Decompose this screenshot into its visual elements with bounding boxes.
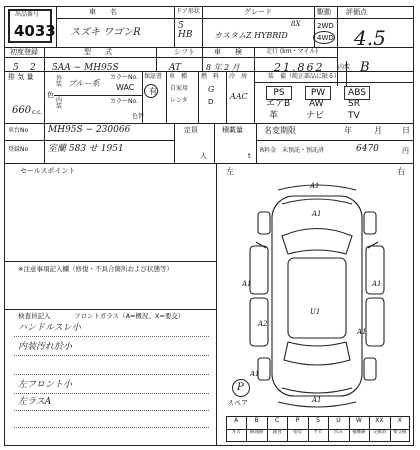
- reg-value: 室蘭 583 せ 1951: [48, 144, 124, 154]
- displacement-label: 排 気 量: [8, 73, 34, 81]
- equip-navi: ナビ: [306, 111, 325, 121]
- name-change-month: 月: [374, 126, 382, 135]
- fuel-d: D: [208, 98, 214, 106]
- grade-suffix: 8X: [291, 20, 301, 28]
- equip-leather: 革: [269, 111, 279, 121]
- mark-left-front-door: A1: [242, 280, 252, 288]
- interior-color-label: 内装: [56, 97, 63, 110]
- displacement-unit: c.c.: [32, 109, 43, 116]
- first-reg-month: 2: [30, 63, 36, 73]
- right-label: 右: [397, 167, 405, 176]
- mark-left-quarter: A1: [250, 370, 260, 378]
- recycle-value: 6470: [356, 144, 379, 154]
- legend-meaning: キズ: [231, 430, 241, 435]
- mileage-value: 21,862: [274, 61, 325, 74]
- equip-aw: AW: [309, 99, 324, 109]
- legend-meaning: 要交換: [393, 430, 407, 435]
- fuel-g: G: [208, 85, 215, 94]
- first-reg-label: 初度登録: [10, 48, 38, 56]
- legend-code: B: [254, 417, 259, 424]
- equip-pw: PW: [305, 86, 331, 100]
- chassis-label: 車台No: [8, 127, 29, 134]
- drive-2wd: 2WD: [317, 22, 334, 30]
- score-value: 4.5: [354, 26, 386, 50]
- exterior-label: 外装: [56, 75, 63, 88]
- inspector-note-4: 左ラスA: [18, 397, 52, 407]
- load-unit: t: [248, 152, 251, 160]
- recycle-unit: 円: [402, 147, 409, 155]
- exterior-value: ブルー系: [68, 79, 100, 88]
- mileage-label: 走行 (km・マイル): [266, 48, 318, 55]
- notes-label: ※注意事項記入欄（修復・不具合箇所および状態等）: [18, 265, 173, 273]
- mark-left-rear: A2: [258, 320, 268, 328]
- lot-label: 出品番号: [15, 11, 40, 18]
- load-label: 積載量: [222, 126, 243, 134]
- vehicle-type-label: 車 種: [169, 73, 188, 80]
- interior-value: B: [360, 60, 370, 75]
- spare-mark: P: [237, 382, 244, 393]
- auction-sheet: [4, 6, 414, 446]
- spare-label: スペア: [227, 399, 248, 407]
- ac-value: AAC: [230, 92, 248, 101]
- equip-tv: TV: [348, 111, 360, 121]
- name-change-day: 日: [402, 126, 410, 135]
- legend-meaning: 補修跡: [352, 430, 366, 435]
- inspection-label: 車 検: [214, 48, 242, 56]
- recycle-note: 未預託・預託済: [282, 147, 325, 154]
- car-diagram: [242, 176, 392, 416]
- legend-meaning: 修理跡: [249, 430, 264, 435]
- equip-airbag: エアB: [266, 99, 291, 109]
- legend-code: A: [234, 417, 239, 424]
- color-no-label-2: カラーNo.: [110, 98, 138, 105]
- legend-code: W: [355, 417, 362, 424]
- shift-label: シフト: [174, 48, 195, 56]
- car-name-label: 車 名: [89, 8, 117, 16]
- equip-ps: PS: [266, 86, 292, 100]
- warranty-circle: [144, 84, 158, 98]
- color-no-label: カラーNo.: [110, 74, 138, 81]
- legend-code: S: [316, 417, 320, 424]
- legend-code: X: [397, 417, 402, 424]
- equip-label: 装 備（純正部品に限る）: [268, 73, 341, 80]
- car-name: スズキ ワゴンR: [70, 27, 141, 38]
- door-label: ドア形状: [176, 8, 200, 15]
- inspector-label: 検査員記入: [18, 312, 51, 320]
- vehicle-type-1: レンタ: [170, 97, 188, 104]
- interior-label: 内装: [338, 64, 351, 71]
- warranty-label: 保証書: [144, 73, 163, 80]
- mark-right-rear: A1: [357, 328, 367, 336]
- fuel-label: 燃 料: [201, 73, 220, 80]
- mark-front: A1: [310, 182, 320, 190]
- drive-4wd: 4WD: [317, 34, 334, 42]
- equip-sr: SR: [348, 99, 360, 109]
- warranty-value: 有: [149, 87, 157, 96]
- capacity-unit: 人: [200, 152, 207, 160]
- legend-code: U: [336, 417, 341, 424]
- legend-code: P: [295, 417, 300, 424]
- name-change-label: 名変期限: [264, 126, 296, 135]
- first-reg-year: 5: [13, 63, 19, 73]
- model-value: 5AA − MH95S: [52, 63, 119, 73]
- displacement-value: 660: [12, 105, 32, 116]
- door-value: 5 HB: [178, 21, 193, 40]
- windshield-label: フロントガラス（A=概況、X=要交）: [74, 312, 185, 320]
- inspector-note-0: ハンドルスレ小: [18, 323, 81, 333]
- shift-value: AT: [169, 63, 182, 73]
- legend-meaning: 交換済: [372, 430, 387, 435]
- legend-code: C: [274, 417, 280, 424]
- score-label: 評価点: [346, 8, 367, 16]
- chassis-value: MH95S − 230066: [48, 125, 131, 135]
- mark-rear: A1: [312, 396, 322, 404]
- color-code: WAC: [116, 83, 135, 92]
- legend-meaning: 腐食: [272, 430, 282, 435]
- drive-circle: [313, 31, 335, 44]
- model-label: 型 式: [84, 48, 112, 56]
- legend-code: XX: [375, 417, 384, 424]
- drive-label: 駆動: [317, 8, 331, 16]
- mark-roof: U1: [310, 308, 321, 316]
- legend-meaning: サビ: [313, 430, 323, 435]
- legend-meaning: 塗装: [293, 430, 303, 435]
- grade-value: カスタムZ HYBRID: [214, 31, 288, 40]
- legend-meaning: 凹み: [333, 430, 343, 435]
- swap-label: 色替: [132, 113, 145, 120]
- lot-number: 4033: [14, 22, 56, 40]
- color-label: 色: [47, 91, 54, 99]
- inspection-value: 8 年 2 月: [206, 63, 240, 72]
- vehicle-type-0: 自家用: [170, 85, 189, 92]
- capacity-label: 定員: [184, 126, 198, 134]
- name-change-year: 年: [344, 126, 352, 135]
- equip-abs: ABS: [344, 86, 370, 100]
- recycle-label: R料金: [260, 147, 277, 154]
- left-label: 左: [226, 167, 234, 176]
- mark-right-front: A1: [372, 280, 382, 288]
- sales-point-label: セールスポイント: [20, 167, 76, 175]
- grade-label: グレード: [244, 8, 272, 16]
- ac-label: 冷 房: [229, 73, 248, 80]
- inspector-note-1: 内装汚れ於小: [18, 342, 73, 352]
- mark-hood: A1: [312, 210, 322, 218]
- reg-label: 登録No: [8, 146, 29, 153]
- inspector-note-3: 左フロント小: [18, 380, 73, 390]
